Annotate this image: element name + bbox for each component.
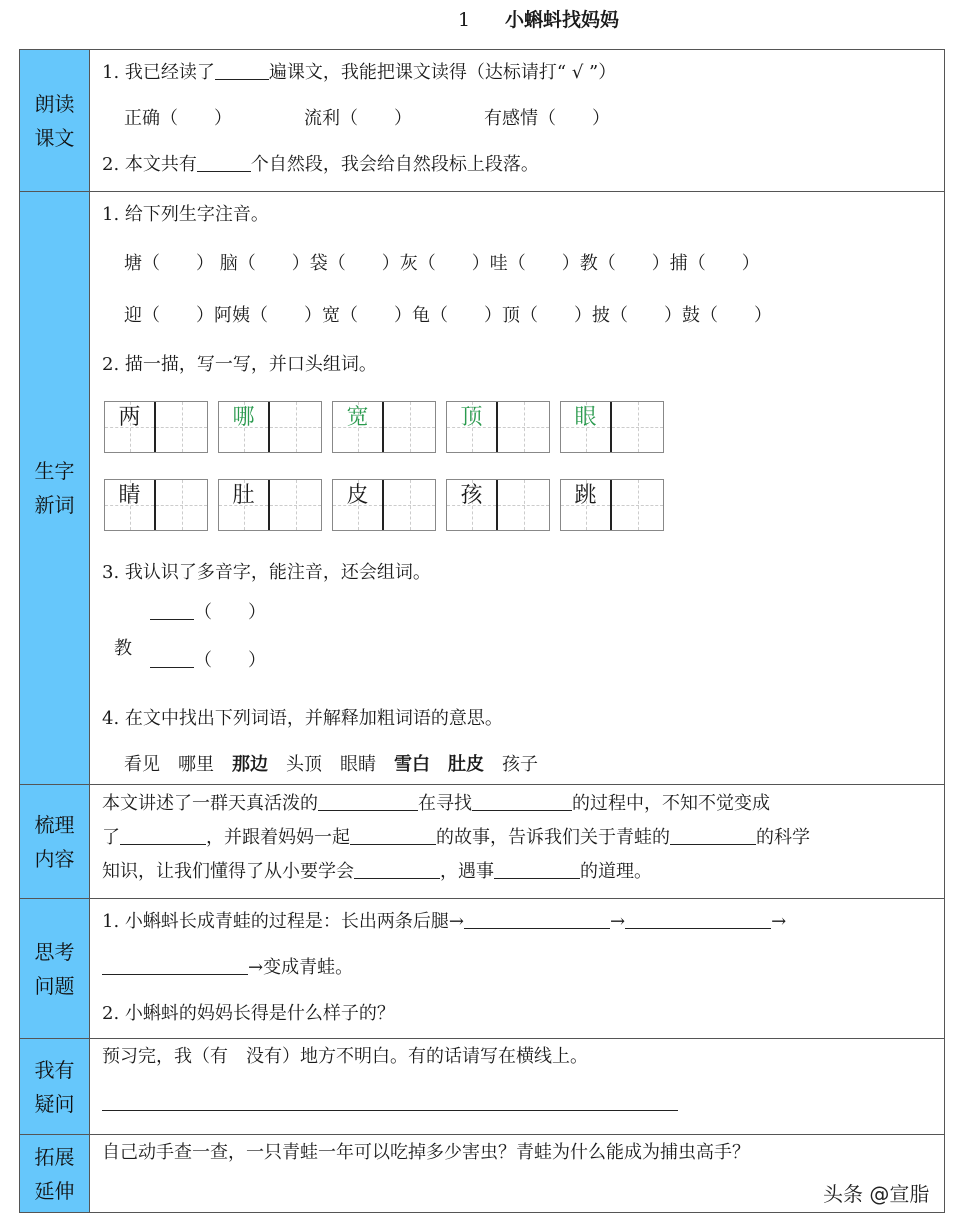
q1-suffix: 遍课文，我能把课文读得（达标请打“ √ ”）	[268, 62, 617, 83]
section-label-thinking	[20, 899, 90, 1038]
pinyin-row-1[interactable]: 塘（ ） 脑（ ）袋（ ）灰（ ）哇（ ）教（ ）捕（ ）	[124, 253, 760, 274]
label-line-2: 延伸	[34, 1178, 75, 1203]
q1-prefix: 1. 我已经读了	[102, 62, 215, 83]
label-line-1: 梳理	[34, 812, 75, 837]
trace-char: 睛	[118, 483, 141, 508]
trace-char: 孩	[460, 483, 483, 508]
section-label-extension	[20, 1135, 90, 1212]
criteria-expressive[interactable]: 有感情（ ）	[484, 108, 610, 129]
section-label-new-words	[20, 192, 90, 784]
text: 的科学	[756, 827, 810, 848]
questions-prompt: 预习完，我（有 没有）地方不明白。有的话请写在横线上。	[102, 1046, 588, 1067]
summary-line-3	[102, 855, 932, 889]
trace-char: 肚	[232, 483, 255, 508]
char-box[interactable]	[218, 401, 322, 453]
q2-suffix: 个自然段，我会给自然段标上段落。	[250, 154, 539, 175]
polyphone-block	[102, 596, 932, 696]
times-read-blank[interactable]	[215, 60, 269, 80]
pinyin-row-2[interactable]: 迎（ ）阿姨（ ）宽（ ）龟（ ）顶（ ）披（ ）鼓（ ）	[124, 305, 772, 326]
thinking-q2: 2. 小蝌蚪的妈妈长得是什么样子的？	[102, 1003, 395, 1024]
fill-blank[interactable]	[472, 791, 572, 811]
label-line-1: 朗读	[34, 91, 75, 116]
label-line-1: 生字	[34, 459, 75, 483]
thinking-q1	[102, 899, 932, 945]
section-extension	[20, 1134, 944, 1212]
label-line-1: 拓展	[34, 1144, 75, 1169]
char-grid-row-2	[102, 466, 932, 544]
worksheet-title	[0, 6, 976, 34]
stage-blank-2[interactable]	[625, 909, 771, 929]
char-grid-row-1	[102, 388, 932, 466]
char-box[interactable]	[332, 401, 436, 453]
word-bold: 雪白	[394, 754, 430, 775]
text: 知识，让我们懂得了从小要学会	[102, 861, 354, 882]
fill-blank[interactable]	[350, 825, 436, 845]
text: ，遇事	[440, 861, 494, 882]
fill-blank[interactable]	[318, 791, 418, 811]
trace-char: 顶	[460, 405, 483, 430]
char-box[interactable]	[332, 479, 436, 531]
text: 的过程中，不知不觉变成	[572, 793, 770, 814]
polyphone-blank-2[interactable]	[150, 646, 266, 672]
criteria-fluent[interactable]: 流利（ ）	[304, 108, 412, 129]
reading-q1	[102, 50, 932, 96]
word: 眼睛	[340, 754, 376, 775]
trace-char: 跳	[574, 483, 597, 508]
char-box[interactable]	[104, 401, 208, 453]
section-thinking	[20, 898, 944, 1038]
text: 1. 小蝌蚪长成青蛙的过程是：长出两条后腿→	[102, 911, 464, 932]
word: 孩子	[502, 754, 538, 775]
stage-blank-1[interactable]	[464, 909, 610, 929]
label-line-2: 新词	[34, 493, 75, 517]
word: 看见	[124, 754, 160, 775]
section-reading	[20, 50, 944, 191]
char-box[interactable]	[446, 401, 550, 453]
summary-line-1	[102, 787, 932, 821]
label-line-1: 我有	[34, 1057, 75, 1082]
text: 在寻找	[418, 793, 472, 814]
trace-char: 眼	[574, 405, 597, 430]
label-line-2: 问题	[34, 973, 75, 998]
label-line-2: 课文	[34, 125, 75, 150]
worksheet-table	[19, 49, 945, 1213]
section-summary	[20, 784, 944, 898]
paragraph-count-blank[interactable]	[197, 152, 251, 172]
reading-criteria	[102, 96, 932, 142]
polyphone-blank-1[interactable]	[150, 598, 266, 624]
word-bold: 那边	[232, 754, 268, 775]
char-box[interactable]	[104, 479, 208, 531]
trace-char: 皮	[346, 483, 369, 508]
section-label-questions	[20, 1039, 90, 1134]
section-label-reading	[20, 50, 90, 191]
question-write-line[interactable]	[102, 1091, 678, 1111]
new-words-q2: 2. 描一描，写一写，并口头组词。	[102, 354, 377, 375]
trace-char: 宽	[346, 405, 369, 430]
word-bold: 肚皮	[448, 754, 484, 775]
label-line-1: 思考	[34, 939, 75, 964]
summary-line-2	[102, 821, 932, 855]
char-box[interactable]	[560, 401, 664, 453]
fill-blank[interactable]	[494, 859, 580, 879]
char-box[interactable]	[218, 479, 322, 531]
new-words-q3: 3. 我认识了多音字，能注音，还会组词。	[102, 562, 431, 583]
new-words-q1: 1. 给下列生字注音。	[102, 204, 269, 225]
lesson-number: 1	[458, 9, 471, 31]
word: 哪里	[178, 754, 214, 775]
trace-char: 哪	[232, 405, 255, 430]
q2-prefix: 2. 本文共有	[102, 154, 197, 175]
thinking-q1-cont	[102, 945, 932, 991]
trace-char: 两	[118, 405, 141, 430]
polyphone-char: 教	[114, 638, 132, 659]
section-questions	[20, 1038, 944, 1134]
section-label-summary	[20, 785, 90, 898]
word-list	[102, 742, 932, 788]
arrow-icon: →	[771, 911, 787, 932]
label-line-2: 疑问	[34, 1091, 75, 1116]
criteria-correct[interactable]: 正确（ ）	[124, 108, 232, 129]
text: ，并跟着妈妈一起	[206, 827, 350, 848]
arrow-icon: →	[609, 911, 626, 932]
paren: （ ）	[194, 650, 266, 671]
reading-q2	[102, 142, 932, 188]
fill-blank[interactable]	[670, 825, 756, 845]
paren: （ ）	[194, 602, 266, 623]
char-box[interactable]	[446, 479, 550, 531]
stage-blank-3[interactable]	[102, 955, 248, 975]
section-new-words	[20, 191, 944, 784]
text: →变成青蛙。	[248, 957, 354, 978]
new-words-q4: 4. 在文中找出下列词语，并解释加粗词语的意思。	[102, 708, 503, 729]
text: 的道理。	[580, 861, 652, 882]
word: 头顶	[286, 754, 322, 775]
text: 了	[102, 827, 120, 848]
extension-prompt: 自己动手查一查，一只青蛙一年可以吃掉多少害虫？青蛙为什么能成为捕虫高手？	[102, 1142, 750, 1163]
label-line-2: 内容	[34, 846, 75, 871]
fill-blank[interactable]	[120, 825, 206, 845]
char-box[interactable]	[560, 479, 664, 531]
text: 本文讲述了一群天真活泼的	[102, 793, 318, 814]
text: 的故事，告诉我们关于青蛙的	[436, 827, 670, 848]
watermark: 头条 @宣脂	[823, 1182, 930, 1206]
lesson-title: 小蝌蚪找妈妈	[505, 9, 620, 31]
fill-blank[interactable]	[354, 859, 440, 879]
